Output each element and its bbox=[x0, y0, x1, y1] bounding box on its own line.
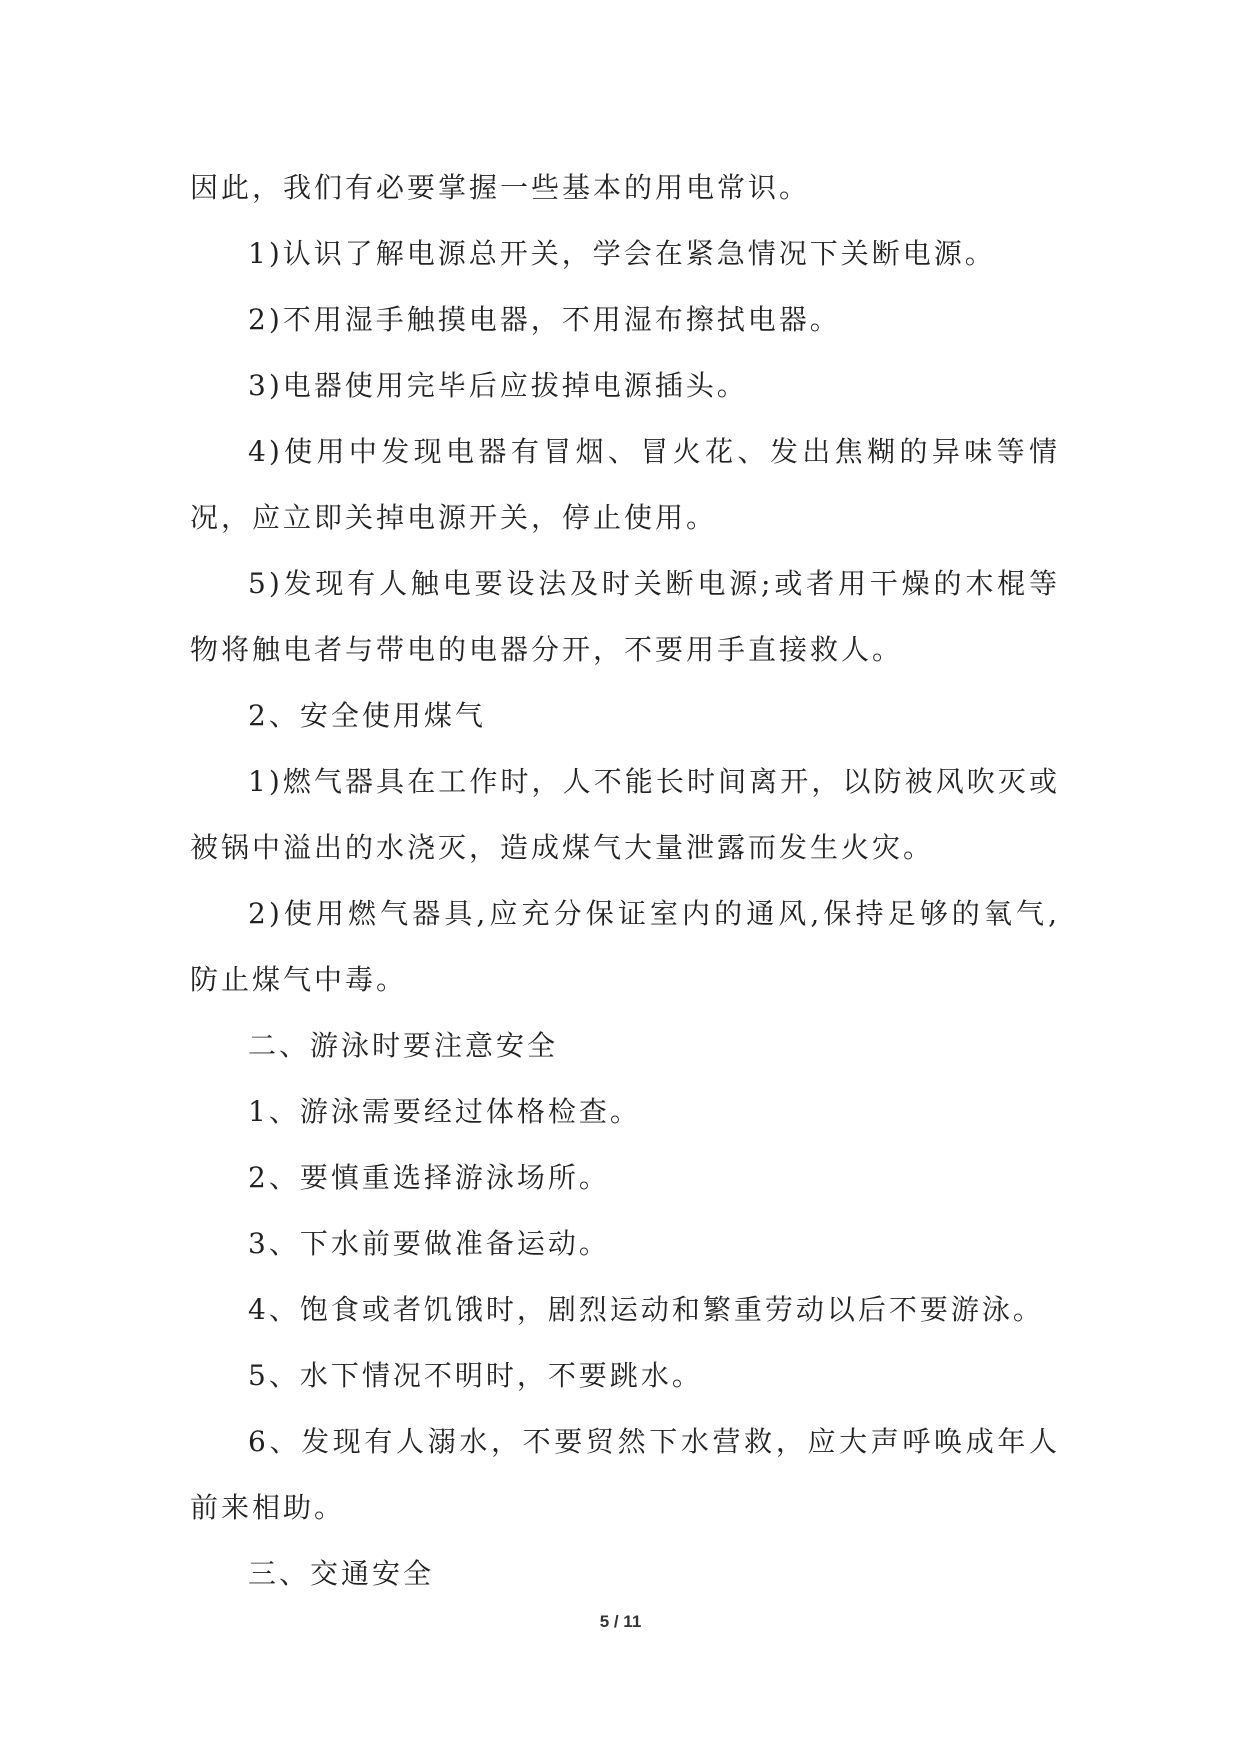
paragraph-warm-up: 3、下水前要做准备运动。 bbox=[248, 1227, 610, 1260]
document-body bbox=[190, 155, 1060, 1607]
paragraph-physical-exam: 1、游泳需要经过体格检查。 bbox=[248, 1095, 641, 1128]
paragraph-no-diving: 5、水下情况不明时，不要跳水。 bbox=[248, 1359, 703, 1392]
paragraph-smoke-sparks: 4)使用中发现电器有冒烟、冒火花、发出焦糊的异味等情况，应立即关掉电源开关，停止使用。 bbox=[190, 435, 1060, 534]
heading-swimming-safety: 二、游泳时要注意安全 bbox=[248, 1029, 559, 1062]
paragraph-unplug: 3)电器使用完毕后应拔掉电源插头。 bbox=[248, 369, 748, 402]
paragraph-wet-hands: 2)不用湿手触摸电器，不用湿布擦拭电器。 bbox=[248, 303, 841, 336]
heading-traffic-safety: 三、交通安全 bbox=[248, 1557, 435, 1590]
page-number: 5 / 11 bbox=[599, 1612, 642, 1631]
paragraph-full-hungry: 4、饱食或者饥饿时，剧烈运动和繁重劳动以后不要游泳。 bbox=[248, 1293, 1044, 1326]
paragraph-choose-venue: 2、要慎重选择游泳场所。 bbox=[248, 1161, 610, 1194]
heading-gas-safety: 2、安全使用煤气 bbox=[248, 699, 486, 732]
paragraph-ventilation: 2)使用燃气器具,应充分保证室内的通风,保持足够的氧气,防止煤气中毒。 bbox=[190, 897, 1060, 996]
paragraph-electricity-intro: 因此，我们有必要掌握一些基本的用电常识。 bbox=[190, 171, 811, 204]
paragraph-power-switch: 1)认识了解电源总开关，学会在紧急情况下关断电源。 bbox=[248, 237, 996, 270]
paragraph-gas-appliance: 1)燃气器具在工作时，人不能长时间离开，以防被风吹灭或被锅中溢出的水浇灭，造成煤气大量泄露而发生火灾。 bbox=[190, 765, 1060, 864]
paragraph-drowning-rescue: 6、发现有人溺水，不要贸然下水营救，应大声呼唤成年人前来相助。 bbox=[190, 1425, 1060, 1524]
paragraph-electric-shock: 5)发现有人触电要设法及时关断电源;或者用干燥的木棍等物将触电者与带电的电器分开，不要用手直接救人。 bbox=[190, 567, 1060, 666]
